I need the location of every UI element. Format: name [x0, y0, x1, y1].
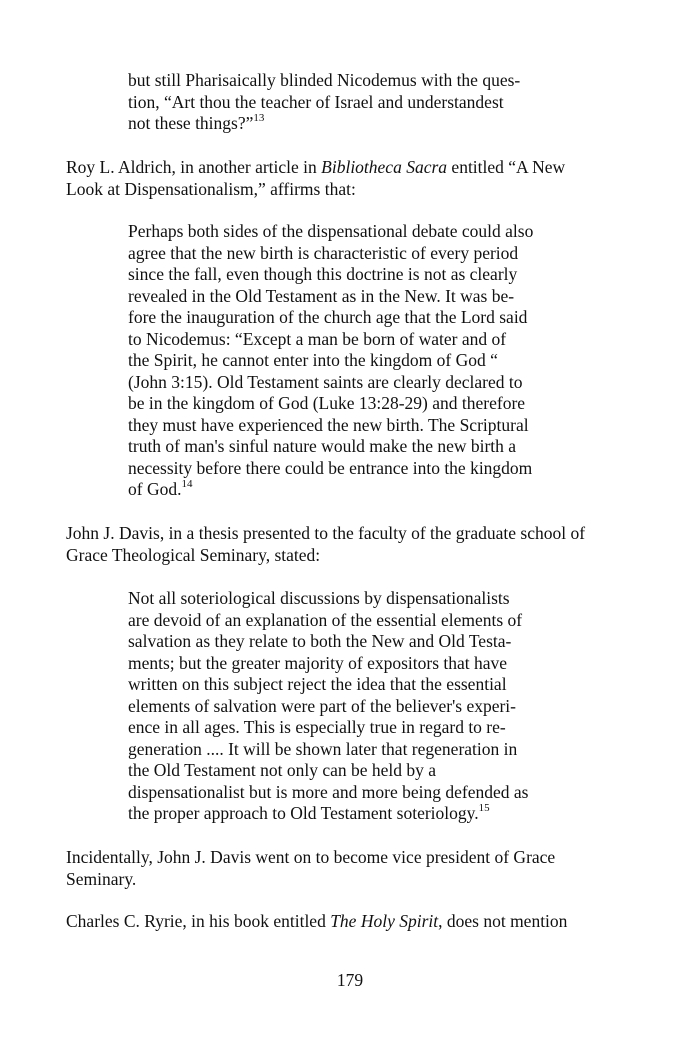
footnote-ref-13: 13 — [253, 112, 265, 125]
paragraph-incidentally — [66, 847, 636, 890]
block-quote-davis — [128, 588, 568, 825]
text-line: Incidentally, John J. Davis went on to become vice president of Grace — [66, 847, 556, 867]
footnote-ref-15: 15 — [478, 802, 490, 815]
page-number: 179 — [336, 970, 364, 990]
text-line: not these things?”$^{13}$ — [128, 112, 265, 133]
text-line: ence in all ages. This is especially true in regard to re- — [128, 717, 506, 737]
text-line: dispensationalist but is more and more being defended as — [128, 781, 529, 802]
text-line: necessity before there could be entrance into the kingdom — [128, 457, 533, 478]
text-line: are devoid of an explanation of the essential elements of — [128, 609, 523, 630]
paragraph-ryrie — [66, 911, 636, 933]
footnote-ref-14: 14 — [181, 478, 193, 491]
block-quote-aldrich — [128, 221, 568, 501]
text-line: elements of salvation were part of the believer's experi- — [128, 695, 516, 716]
text-line: Not all soteriological discussions by dispensationalists — [128, 588, 510, 608]
text-line: be in the kingdom of God (Luke 13:28-29) and therefore — [128, 393, 526, 413]
text-line: Seminary. — [66, 868, 137, 889]
book-title-bibliotheca-sacra: Bibliotheca Sacra — [321, 157, 448, 177]
text-line: truth of man's sinful nature would make the new birth a — [128, 436, 517, 456]
text-line: they must have experienced the new birth. The Scriptural — [128, 414, 529, 435]
text-line: written on this subject reject the idea that the essential — [128, 674, 507, 694]
text-line: but still Pharisaically blinded Nicodemus with the ques- — [128, 70, 521, 90]
text-line: the proper approach to Old Testament soteriology.$^{15}$ — [128, 802, 490, 823]
text-line: Grace Theological Seminary, stated: — [66, 544, 321, 565]
paragraph-davis — [66, 523, 636, 566]
text-line: agree that the new birth is characteristic of every period — [128, 242, 519, 263]
text-line: salvation as they relate to both the New and Old Testa- — [128, 631, 512, 651]
text-line: of God.$^{14}$ — [128, 478, 193, 499]
book-title-the-holy-spirit: The Holy Spirit — [330, 911, 439, 931]
text-line: John J. Davis, in a thesis presented to the faculty of the graduate school of — [66, 523, 586, 543]
text-line: since the fall, even though this doctrine is not as clearly — [128, 264, 518, 284]
text-line: the Spirit, he cannot enter into the kingdom of God “ — [128, 350, 498, 370]
text-line: Roy L. Aldrich, in another article in Bibliotheca Sacra entitled “A New — [66, 157, 566, 177]
text-line: generation .... It will be shown later that regeneration in — [128, 738, 518, 759]
text-line: (John 3:15). Old Testament saints are clearly declared to — [128, 371, 523, 392]
text-line: the Old Testament not only can be held by a — [128, 760, 437, 780]
text-line: Charles C. Ryrie, in his book entitled The Holy Spirit, does not mention — [66, 911, 568, 931]
paragraph-aldrich — [66, 157, 636, 200]
text-line: revealed in the Old Testament as in the New. It was be- — [128, 285, 515, 306]
text-line: to Nicodemus: “Except a man be born of water and of — [128, 328, 507, 349]
text-line: tion, “Art thou the teacher of Israel and understandest — [128, 91, 504, 112]
text-line: Look at Dispensationalism,” affirms that: — [66, 178, 356, 199]
text-line: Perhaps both sides of the dispensational debate could also — [128, 221, 534, 241]
text-line: fore the inauguration of the church age that the Lord said — [128, 307, 528, 327]
text-line: ments; but the greater majority of expositors that have — [128, 652, 508, 673]
quote-continuation — [128, 70, 568, 135]
